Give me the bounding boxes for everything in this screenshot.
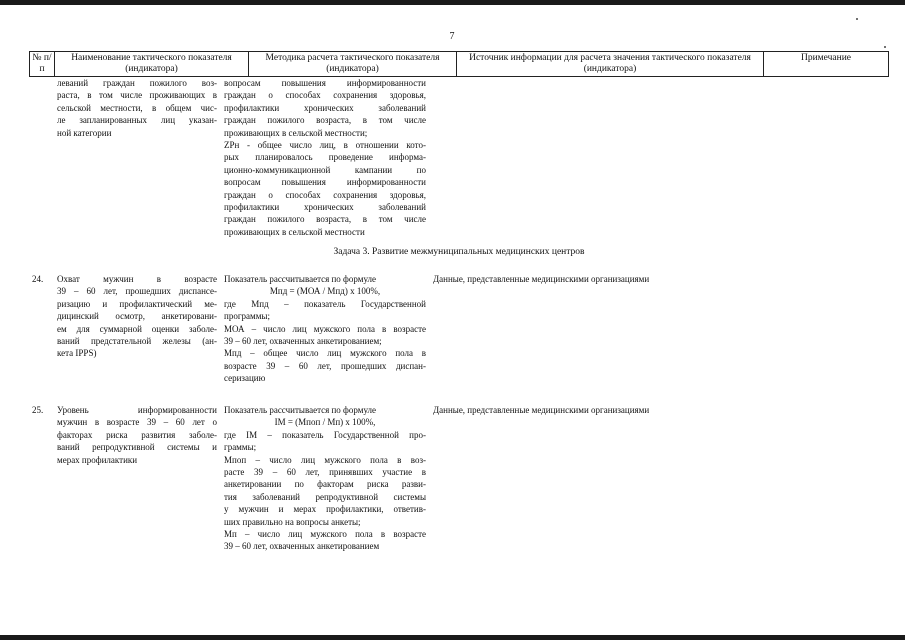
methodology-line: ших правильно на вопросы анкеты; xyxy=(224,516,361,527)
indicator-name-line: 39 – 60 лет, прошедших диспансе- xyxy=(57,286,217,297)
methodology-line: ZPн - общее число лиц, в отношении кото- xyxy=(224,140,426,150)
methodology-line: Показатель рассчитывается по формуле xyxy=(224,405,377,415)
methodology-line: рых планировалось проведение информа- xyxy=(224,152,426,163)
header-source: Источник информации для расчета значения тактического показателя (индикатора) xyxy=(456,52,763,76)
source-cell: Данные, представленные медицинскими организациями xyxy=(433,405,650,415)
indicator-name-line: ризацию и профилактический ме- xyxy=(57,298,217,309)
methodology-line: граждан пожилого возраста, в том числе xyxy=(224,115,426,126)
methodology-line: граждан о способах сохранения здоровья, xyxy=(224,189,426,200)
indicator-name-line: ле запланированных лиц указан- xyxy=(57,115,217,126)
indicator-name-line: факторах риска развития заболе- xyxy=(57,429,217,440)
page-number: 7 xyxy=(449,31,455,42)
formula: IМ = (Мпоп / Мп) х 100%, xyxy=(274,417,376,428)
header-methodology: Методика расчета тактического показателя (индикатора) xyxy=(248,52,456,76)
methodology-line: тия заболеваний репродуктивной системы xyxy=(224,491,426,502)
indicator-name-line: Охват мужчин в возрасте xyxy=(57,274,217,284)
methodology-line: расте 39 – 60 лет, принявших участие в xyxy=(224,467,426,477)
scan-speck xyxy=(884,46,886,48)
methodology-line: Мп – число лиц мужского пола в возрасте xyxy=(224,529,426,539)
header-note: Примечание xyxy=(763,52,889,76)
header-indicator-name: Наименование тактического показателя (индикатора) xyxy=(54,52,248,76)
table-header xyxy=(29,51,889,77)
methodology-line: Мпоп – число лиц мужского пола в воз- xyxy=(224,454,426,465)
indicator-name-line: ваний репродуктивной системы и xyxy=(57,442,217,453)
indicator-name-line: кета IPPS) xyxy=(57,348,97,359)
indicator-name-line: Уровень информированности xyxy=(57,405,217,415)
indicator-name-line: ваний предстательной железы (ан- xyxy=(57,336,217,346)
section-title: Задача 3. Развитие межмуниципальных медицинских центров xyxy=(333,247,585,257)
methodology-line: у мужчин и мерах профилактики, ответив- xyxy=(224,504,426,515)
methodology-line: ционно-коммуникационной кампании по xyxy=(224,164,426,175)
methodology-line: граммы; xyxy=(224,442,257,453)
header-number: № п/п xyxy=(29,52,54,76)
scan-border-top xyxy=(0,0,905,5)
indicator-name-line: мужчин в возрасте 39 – 60 лет о xyxy=(57,417,217,428)
methodology-line: где Мпд – показатель Государственной xyxy=(224,298,426,309)
methodology-line: профилактики хронических заболеваний xyxy=(224,102,426,113)
methodology-line: 39 – 60 лет, охваченных анкетированием; xyxy=(224,336,382,346)
methodology-line: программы; xyxy=(224,311,270,322)
source-cell: Данные, представленные медицинскими организациями xyxy=(433,274,650,284)
indicator-name-line: мерах профилактики xyxy=(57,454,138,465)
methodology-line: МОА – число лиц мужского пола в возрасте xyxy=(224,323,426,334)
methodology-line: Показатель рассчитывается по формуле xyxy=(224,274,377,284)
indicator-name-line: раста, в том числе проживающих в xyxy=(57,90,217,101)
methodology-line: анкетировании по факторам риска разви- xyxy=(224,479,426,490)
indicator-name-line: ем для суммарной оценки заболе- xyxy=(57,323,217,334)
methodology-line: Мпд – общее число лиц мужского пола в xyxy=(224,348,426,359)
row-number: 25. xyxy=(32,405,44,415)
methodology-line: проживающих в сельской местности xyxy=(224,226,365,237)
indicator-name-line: ной категории xyxy=(57,127,112,138)
indicator-name-line: сельской местности, в общем чис- xyxy=(57,102,217,113)
methodology-line: где IМ – показатель Государственной про- xyxy=(224,429,426,440)
methodology-line: вопросам повышения информированности xyxy=(224,177,426,188)
indicator-name-line: леваний граждан пожилого воз- xyxy=(57,78,217,88)
methodology-line: профилактики хронических заболеваний xyxy=(224,202,426,212)
methodology-line: 39 – 60 лет, охваченных анкетированием xyxy=(224,541,380,552)
indicator-name-line: дицинский осмотр, анкетировани- xyxy=(57,311,217,322)
methodology-line: граждан пожилого возраста, в том числе xyxy=(224,214,426,225)
row-number: 24. xyxy=(32,274,44,284)
methodology-line: серизацию xyxy=(224,373,266,384)
methodology-line: вопросам повышения информированности xyxy=(224,78,426,88)
methodology-line: граждан о способах сохранения здоровья, xyxy=(224,90,426,101)
formula: Мпд = (МОА / Мпд) х 100%, xyxy=(269,286,381,297)
methodology-line: проживающих в сельской местности; xyxy=(224,127,368,138)
scan-speck xyxy=(856,18,858,20)
scan-border-bottom xyxy=(0,635,905,640)
methodology-line: возрасте 39 – 60 лет, прошедших диспан- xyxy=(224,360,426,371)
